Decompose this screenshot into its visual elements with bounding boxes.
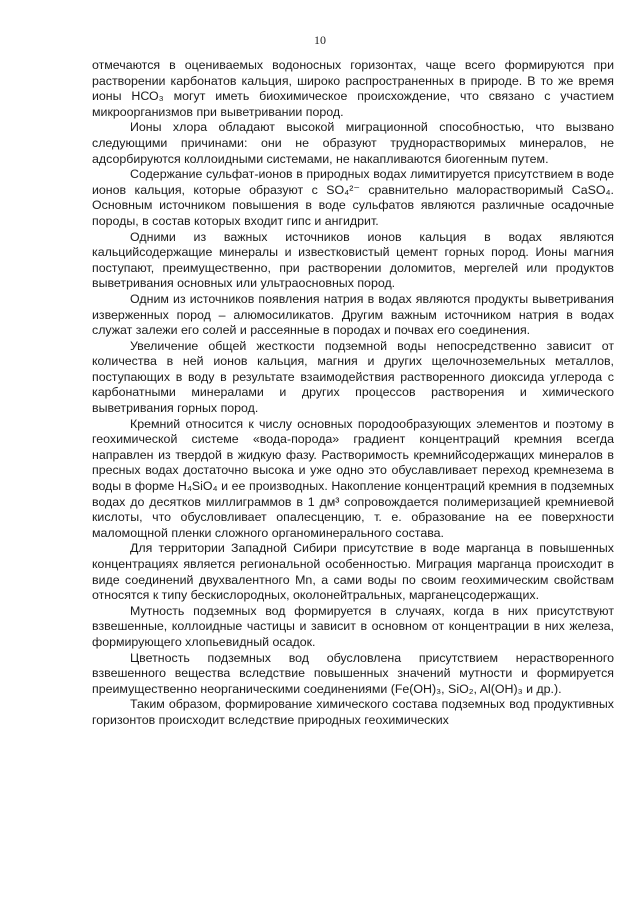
paragraph: Увеличение общей жесткости подземной воды непосредственно зависит от количества в ней ионов кальция, магния и других щелочноземельных металлов, поступающих в воду в результате взаимодействия растворенного диоксида углерода с карбонатными минералами и других процессов растворения и химического выветривания горных пород. (92, 338, 614, 416)
paragraph: Одним из источников появления натрия в водах являются продукты выветривания изверженных пород – алюмосиликатов. Другим важным источником натрия в водах служат залежи его солей и рассеянные в породах и почвах его соединения. (92, 291, 614, 338)
paragraph: отмечаются в оцениваемых водоносных горизонтах, чаще всего формируются при растворении карбонатов кальция, широко распространенных в природе. В то же время ионы НСО₃ могут иметь биохимическое происхождение, что связано с участием микроорганизмов при выветривании пород. (92, 58, 614, 119)
paragraph: Таким образом, формирование химического состава подземных вод продуктивных горизонтов происходит вследствие природных геохимических (92, 697, 614, 727)
paragraph: Для территории Западной Сибири присутствие в воде марганца в повышенных концентрациях является региональной особенностью. Миграция марганца происходит в виде соединений двухвалентного Mn, а сами воды по своим геохимическим свойствам относятся к типу бескислородных, околонейтральных, марганецсодержащих. (92, 541, 614, 603)
paragraph: Мутность подземных вод формируется в случаях, когда в них присутствуют взвешенные, коллоидные частицы и зависит в основном от концентрации в них железа, формирующего хлопьевидный осадок. (92, 603, 614, 649)
page-number: 10 (314, 33, 326, 47)
paragraph: Содержание сульфат-ионов в природных водах лимитируется присутствием в воде ионов кальция, которые образуют с SO₄²⁻ сравнительно малорастворимый CaSO₄. Основным источником повышения в воде сульфатов являются различные осадочные породы, в состав которых входит гипс и ангидрит. (92, 167, 614, 228)
paragraph: Одними из важных источников ионов кальция в водах являются кальцийсодержащие минералы и известковистый цемент горных пород. Ионы магния поступают, преимущественно, при растворении доломитов, мергелей или продуктов выветривания основных или ультраосновных пород. (92, 229, 614, 291)
paragraph: Кремний относится к числу основных породообразующих элементов и поэтому в геохимической системе «вода-порода» градиент концентраций кремния всегда направлен из твердой в жидкую фазу. Растворимость кремнийсодержащих минералов в пресных водах достаточно высока и уже одно это обуславливает переход кремнезема в воды в форме H₄SiO₄ и ее производных. Накопление концентраций кремния в подземных водах до десятков миллиграммов в 1 дм³ сопровождается полимеризацией кремниевой кислоты, что обусловливает опалесценцию, т. е. образование на ее поверхности маломощной пленки сложного органоминерального состава. (92, 416, 614, 540)
body-text (92, 58, 614, 729)
paragraph: Цветность подземных вод обусловлена присутствием нерастворенного взвешенного вещества вследствие повышенных значений мутности и формируется преимущественно неорганическими соединениями (Fe(OH)₃, SiO₂, Al(OH)₃ и др.). (92, 650, 614, 696)
paragraph: Ионы хлора обладают высокой миграционной способностью, что вызвано следующими причинами: они не образуют труднорастворимых минералов, не адсорбируются коллоидными системами, не накапливаются биогенным путем. (92, 120, 614, 166)
